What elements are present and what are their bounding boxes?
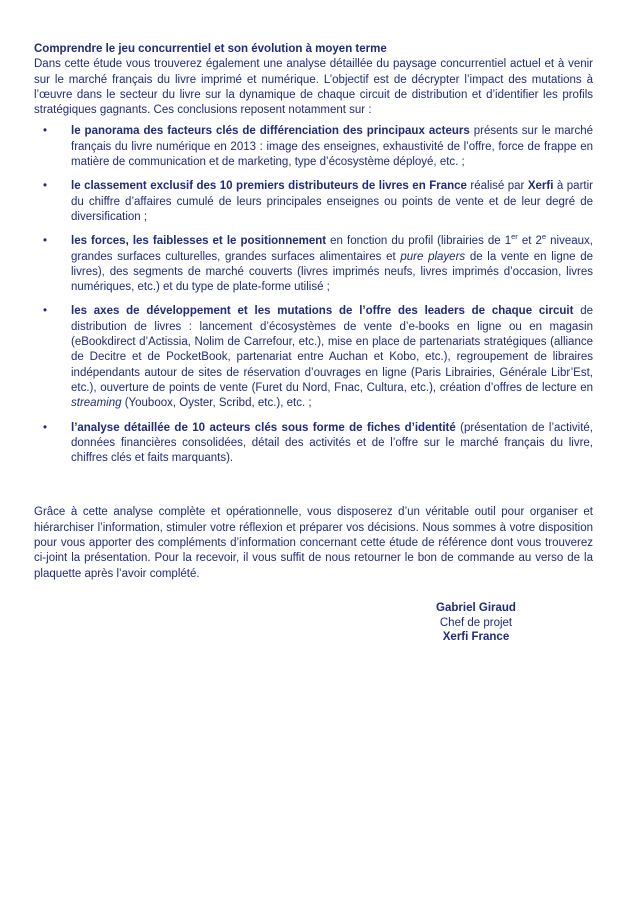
closing-paragraph: Grâce à cette analyse complète et opérationnelle, vous disposerez d’un véritable outil pour organiser et hiérarchiser l’information, stimuler votre réflexion et préparer vos décisions. Nous sommes à votre disposition pour vous apporter des compléments d’information concernant cette étude de référence dont vous trouverez ci-joint la présentation. Pour la recevoir, il vous suffit de nous retourner le bon de commande au verso de la plaquette après l’avoir complété. xyxy=(34,506,593,580)
bullet-text: réalisé par xyxy=(466,180,528,193)
section-spacer xyxy=(34,475,593,505)
bullet-icon: • xyxy=(43,235,48,248)
italic-term: streaming xyxy=(71,397,122,410)
bullet-text: de la vente en ligne de livres), des segments de marché couverts (livres imprimés neufs, livres imprimés d’occasion, livres numériques, etc.) et du type de plate-forme utilisé ; xyxy=(71,250,593,294)
bullet-text: de distribution de livres : lancement d’écosystèmes de vente d’e-books en ligne ou en magasin (eBookdirect d’Actissia, Nolim de Carrefour, etc.), mise en place de partenariats stratégiques (alliance de Decitre et de PocketBook, partenariat entre Auchan et Kobo, etc.), regroupement de libraires indépendants autour de sites de réservation d’ouvrages en ligne (Paris Librairies, Générale Libr’Est, etc.), ouverture de points de vente (Furet du Nord, Fnac, Cultura, etc.), création d’offres de lecture en xyxy=(71,305,593,394)
bullet-text: niveaux, grandes surfaces culturelles, grandes surfaces alimentaires et xyxy=(71,235,593,263)
italic-term: pure players xyxy=(400,250,466,263)
superscript: e xyxy=(541,232,547,242)
signatory-organization: Xerfi France xyxy=(442,631,510,644)
bullet-emphasis: les axes de développement et les mutations de l’offre des leaders de chaque circuit xyxy=(71,305,574,318)
bullet-icon: • xyxy=(43,180,48,193)
bullet-emphasis: l’analyse détaillée de 10 acteurs clés sous forme de fiches d’identité xyxy=(71,421,456,434)
conclusions-list xyxy=(34,124,593,466)
bullet-icon: • xyxy=(43,421,48,434)
superscript: er xyxy=(511,232,518,242)
bullet-text: présents sur le marché français du livre numérique en 2013 : image des enseignes, exhaustivité de l’offre, force de frappe en matière de communication et de marketing, type d’écosystème déployé, etc. ; xyxy=(71,125,594,169)
bullet-emphasis: le panorama des facteurs clés de différenciation des principaux acteurs xyxy=(71,125,470,138)
section-heading: Comprendre le jeu concurrentiel et son évolution à moyen terme xyxy=(34,43,387,55)
bullet-text: (Youboox, Oyster, Scribd, etc.), etc. ; xyxy=(121,397,312,410)
bullet-emphasis: le classement exclusif des 10 premiers distributeurs de livres en France xyxy=(71,180,467,193)
signatory-name: Gabriel Giraud xyxy=(436,601,516,614)
bullet-text: et 2 xyxy=(517,235,542,248)
brand-name: Xerfi xyxy=(527,180,554,193)
bullet-text: à partir du chiffre d’affaires cumulé de leurs principales enseignes ou points de vente et de leur degré de diversification ; xyxy=(71,180,593,223)
list-item xyxy=(34,124,593,170)
bullet-text: en fonction du profil (librairies de 1 xyxy=(326,235,512,248)
bullet-text: (présentation de l’activité, données financières consolidées, détail des activités et de l’offre sur le marché français du livre, chiffres clés et faits marquants). xyxy=(71,421,593,465)
signature-block xyxy=(422,601,530,645)
bullet-emphasis: les forces, les faiblesses et le positionnement xyxy=(71,235,327,248)
signatory-role: Chef de projet xyxy=(439,616,513,629)
bullet-icon: • xyxy=(43,125,48,138)
list-item xyxy=(34,234,593,295)
list-item xyxy=(34,421,593,467)
list-item xyxy=(34,304,593,411)
bullet-icon: • xyxy=(43,305,48,318)
intro-paragraph: Dans cette étude vous trouverez également une analyse détaillée du paysage concurrentiel actuel et à venir sur le marché français du livre imprimé et numérique. L’objectif est de décrypter l’impact des mutations à l’œuvre dans le secteur du livre sur la dynamique de chaque circuit de distribution et d’identifier les profils stratégiques gagnants. Ces conclusions reposent notamment sur : xyxy=(34,58,593,117)
list-item xyxy=(34,179,593,225)
document-page xyxy=(34,42,593,645)
